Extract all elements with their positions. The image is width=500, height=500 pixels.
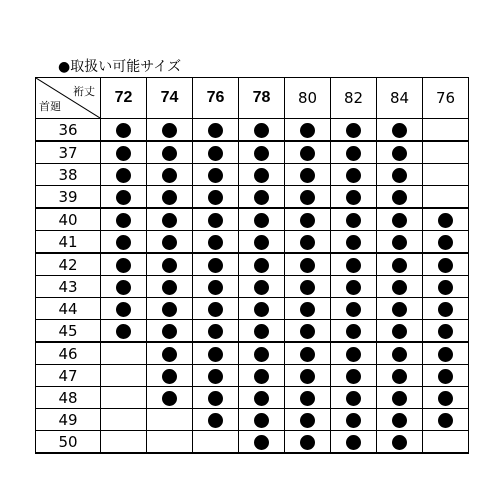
table-cell — [423, 208, 469, 231]
available-dot-icon — [254, 302, 269, 317]
available-dot-icon — [300, 123, 315, 138]
row-header: 36 — [36, 119, 101, 142]
available-dot-icon — [208, 391, 223, 406]
available-dot-icon — [208, 146, 223, 161]
table-cell — [331, 164, 377, 186]
available-dot-icon — [162, 258, 177, 273]
available-dot-icon — [254, 258, 269, 273]
table-cell — [193, 409, 239, 431]
table-cell — [147, 208, 193, 231]
table-cell — [377, 409, 423, 431]
available-dot-icon — [346, 369, 361, 384]
table-cell — [101, 320, 147, 343]
column-header: 80 — [285, 78, 331, 119]
column-header: 78 — [239, 78, 285, 119]
available-dot-icon — [392, 213, 407, 228]
table-cell — [101, 298, 147, 320]
available-dot-icon — [300, 391, 315, 406]
available-dot-icon — [346, 190, 361, 205]
available-dot-icon — [300, 258, 315, 273]
available-dot-icon — [254, 168, 269, 183]
table-row — [36, 231, 469, 254]
sleeve-length-label: 裄丈 — [73, 85, 95, 98]
row-header: 49 — [36, 409, 101, 431]
row-header: 40 — [36, 208, 101, 231]
table-cell — [239, 365, 285, 387]
table-cell — [331, 298, 377, 320]
row-header: 44 — [36, 298, 101, 320]
table-cell — [239, 253, 285, 276]
table-cell — [239, 409, 285, 431]
row-header: 47 — [36, 365, 101, 387]
available-dot-icon — [116, 280, 131, 295]
available-dot-icon — [116, 123, 131, 138]
table-cell — [193, 186, 239, 209]
available-dot-icon — [438, 391, 453, 406]
table-cell — [331, 253, 377, 276]
table-cell — [423, 164, 469, 186]
table-cell — [193, 298, 239, 320]
table-cell — [239, 342, 285, 365]
table-cell — [423, 387, 469, 409]
available-dot-icon — [392, 369, 407, 384]
table-cell — [193, 119, 239, 142]
available-dot-icon — [116, 258, 131, 273]
table-cell — [239, 119, 285, 142]
table-cell — [377, 186, 423, 209]
available-dot-icon — [162, 235, 177, 250]
table-cell — [101, 276, 147, 298]
row-header: 46 — [36, 342, 101, 365]
column-header: 74 — [147, 78, 193, 119]
table-cell — [285, 342, 331, 365]
table-cell — [377, 231, 423, 254]
available-dot-icon — [438, 235, 453, 250]
table-row — [36, 276, 469, 298]
available-dot-icon — [300, 280, 315, 295]
available-dot-icon — [346, 168, 361, 183]
available-dot-icon — [254, 413, 269, 428]
table-cell — [239, 208, 285, 231]
available-dot-icon — [162, 168, 177, 183]
table-cell — [147, 298, 193, 320]
available-dot-icon — [438, 213, 453, 228]
available-dot-icon — [208, 347, 223, 362]
table-cell — [377, 141, 423, 164]
available-dot-icon — [116, 146, 131, 161]
table-cell — [377, 320, 423, 343]
table-cell — [285, 387, 331, 409]
table-cell — [193, 208, 239, 231]
table-cell — [147, 141, 193, 164]
table-cell — [331, 276, 377, 298]
table-cell — [285, 141, 331, 164]
available-dot-icon — [392, 302, 407, 317]
available-dot-icon — [208, 302, 223, 317]
table-cell — [101, 141, 147, 164]
table-cell — [423, 342, 469, 365]
table-cell — [423, 431, 469, 454]
row-header: 39 — [36, 186, 101, 209]
table-cell — [377, 253, 423, 276]
available-dot-icon — [208, 413, 223, 428]
row-header: 38 — [36, 164, 101, 186]
table-cell — [101, 253, 147, 276]
column-header: 76 — [423, 78, 469, 119]
row-header: 48 — [36, 387, 101, 409]
table-cell — [377, 365, 423, 387]
available-dot-icon — [346, 302, 361, 317]
available-dot-icon — [162, 391, 177, 406]
table-cell — [101, 119, 147, 142]
available-dot-icon — [208, 369, 223, 384]
table-cell — [101, 431, 147, 454]
available-dot-icon — [346, 391, 361, 406]
available-dot-icon — [300, 190, 315, 205]
table-cell — [331, 208, 377, 231]
table-cell — [193, 431, 239, 454]
available-dot-icon — [254, 123, 269, 138]
available-dot-icon — [208, 280, 223, 295]
table-cell — [377, 119, 423, 142]
table-cell — [101, 409, 147, 431]
table-cell — [285, 298, 331, 320]
available-dot-icon — [392, 347, 407, 362]
table-cell — [193, 365, 239, 387]
column-header: 72 — [101, 78, 147, 119]
table-cell — [423, 365, 469, 387]
available-dot-icon — [300, 213, 315, 228]
available-dot-icon — [392, 391, 407, 406]
available-dot-icon — [162, 280, 177, 295]
available-dot-icon — [208, 213, 223, 228]
table-cell — [101, 231, 147, 254]
table-cell — [331, 186, 377, 209]
column-header: 82 — [331, 78, 377, 119]
table-cell — [193, 141, 239, 164]
table-cell — [377, 431, 423, 454]
table-cell — [147, 186, 193, 209]
available-dot-icon — [438, 324, 453, 339]
table-cell — [377, 208, 423, 231]
table-cell — [239, 141, 285, 164]
table-cell — [423, 320, 469, 343]
table-cell — [239, 276, 285, 298]
available-dot-icon — [346, 123, 361, 138]
table-cell — [285, 365, 331, 387]
available-dot-icon — [300, 146, 315, 161]
available-dot-icon — [346, 413, 361, 428]
table-cell — [377, 342, 423, 365]
table-cell — [193, 342, 239, 365]
available-dot-icon — [438, 280, 453, 295]
table-cell — [423, 276, 469, 298]
available-dot-icon — [162, 324, 177, 339]
table-row — [36, 431, 469, 454]
table-row — [36, 208, 469, 231]
available-dot-icon — [392, 413, 407, 428]
available-dot-icon — [116, 235, 131, 250]
table-cell — [423, 231, 469, 254]
table-cell — [147, 231, 193, 254]
row-header: 42 — [36, 253, 101, 276]
table-cell — [193, 387, 239, 409]
table-cell — [147, 387, 193, 409]
available-dot-icon — [162, 123, 177, 138]
available-dot-icon — [438, 413, 453, 428]
column-header: 76 — [193, 78, 239, 119]
table-cell — [239, 186, 285, 209]
table-cell — [331, 320, 377, 343]
table-cell — [147, 320, 193, 343]
row-header: 43 — [36, 276, 101, 298]
table-cell — [331, 409, 377, 431]
available-dot-icon — [392, 168, 407, 183]
available-dot-icon — [392, 146, 407, 161]
available-dot-icon — [208, 123, 223, 138]
table-cell — [423, 298, 469, 320]
table-row — [36, 409, 469, 431]
table-body — [36, 119, 469, 454]
table-cell — [147, 365, 193, 387]
table-cell — [377, 387, 423, 409]
table-cell — [193, 276, 239, 298]
table-cell — [239, 231, 285, 254]
table-cell — [101, 387, 147, 409]
size-availability-table — [35, 77, 469, 454]
available-dot-icon — [392, 235, 407, 250]
available-dot-icon — [162, 347, 177, 362]
table-cell — [377, 276, 423, 298]
table-cell — [423, 253, 469, 276]
available-dot-icon — [162, 369, 177, 384]
table-cell — [331, 141, 377, 164]
table-cell — [239, 431, 285, 454]
available-dot-icon — [254, 324, 269, 339]
table-cell — [147, 164, 193, 186]
column-header: 84 — [377, 78, 423, 119]
table-cell — [331, 231, 377, 254]
table-cell — [285, 409, 331, 431]
available-dot-icon — [208, 190, 223, 205]
table-cell — [147, 409, 193, 431]
available-dot-icon — [346, 146, 361, 161]
table-cell — [193, 253, 239, 276]
available-dot-icon — [300, 235, 315, 250]
table-cell — [101, 164, 147, 186]
available-dot-icon — [346, 235, 361, 250]
available-dot-icon — [162, 146, 177, 161]
available-dot-icon — [254, 146, 269, 161]
table-cell — [423, 119, 469, 142]
available-dot-icon — [438, 369, 453, 384]
section-title: ●取扱い可能サイズ — [58, 59, 182, 75]
available-dot-icon — [300, 369, 315, 384]
table-cell — [239, 298, 285, 320]
table-cell — [331, 431, 377, 454]
row-header: 50 — [36, 431, 101, 454]
row-header: 37 — [36, 141, 101, 164]
available-dot-icon — [346, 213, 361, 228]
available-dot-icon — [392, 123, 407, 138]
available-dot-icon — [392, 258, 407, 273]
table-row — [36, 119, 469, 142]
available-dot-icon — [300, 302, 315, 317]
available-dot-icon — [438, 302, 453, 317]
table-cell — [147, 276, 193, 298]
table-cell — [101, 186, 147, 209]
table-cell — [331, 119, 377, 142]
available-dot-icon — [438, 258, 453, 273]
table-cell — [285, 119, 331, 142]
available-dot-icon — [392, 324, 407, 339]
table-cell — [377, 164, 423, 186]
available-dot-icon — [346, 280, 361, 295]
table-cell — [239, 320, 285, 343]
available-dot-icon — [208, 258, 223, 273]
available-dot-icon — [254, 435, 269, 450]
table-cell — [285, 276, 331, 298]
available-dot-icon — [254, 347, 269, 362]
available-dot-icon — [346, 435, 361, 450]
available-dot-icon — [346, 324, 361, 339]
table-cell — [193, 320, 239, 343]
available-dot-icon — [116, 190, 131, 205]
table-cell — [147, 119, 193, 142]
table-cell — [285, 431, 331, 454]
table-cell — [239, 387, 285, 409]
table-cell — [331, 342, 377, 365]
available-dot-icon — [438, 347, 453, 362]
table-cell — [147, 253, 193, 276]
table-row — [36, 365, 469, 387]
row-header: 45 — [36, 320, 101, 343]
table-row — [36, 186, 469, 209]
table-cell — [101, 342, 147, 365]
available-dot-icon — [116, 213, 131, 228]
available-dot-icon — [300, 324, 315, 339]
table-cell — [331, 387, 377, 409]
table-cell — [423, 409, 469, 431]
table-cell — [193, 231, 239, 254]
table-cell — [423, 186, 469, 209]
available-dot-icon — [254, 213, 269, 228]
available-dot-icon — [162, 302, 177, 317]
table-cell — [239, 164, 285, 186]
available-dot-icon — [392, 280, 407, 295]
table-row — [36, 164, 469, 186]
available-dot-icon — [300, 168, 315, 183]
available-dot-icon — [208, 235, 223, 250]
table-row — [36, 320, 469, 343]
table-cell — [285, 231, 331, 254]
available-dot-icon — [254, 235, 269, 250]
available-dot-icon — [116, 302, 131, 317]
available-dot-icon — [346, 347, 361, 362]
available-dot-icon — [254, 190, 269, 205]
table-cell — [147, 342, 193, 365]
table-cell — [147, 431, 193, 454]
table-cell — [193, 164, 239, 186]
table-cell — [285, 208, 331, 231]
available-dot-icon — [116, 324, 131, 339]
table-row — [36, 342, 469, 365]
available-dot-icon — [162, 190, 177, 205]
available-dot-icon — [254, 369, 269, 384]
available-dot-icon — [208, 324, 223, 339]
available-dot-icon — [162, 213, 177, 228]
neck-size-label: 首廻 — [39, 100, 61, 113]
available-dot-icon — [254, 280, 269, 295]
table-cell — [377, 298, 423, 320]
row-header: 41 — [36, 231, 101, 254]
table-cell — [423, 141, 469, 164]
corner-header-cell — [36, 78, 101, 119]
table-cell — [285, 186, 331, 209]
available-dot-icon — [300, 435, 315, 450]
available-dot-icon — [392, 435, 407, 450]
table-row — [36, 298, 469, 320]
table-header-row — [36, 78, 469, 119]
available-dot-icon — [300, 347, 315, 362]
table-cell — [101, 208, 147, 231]
table-cell — [285, 320, 331, 343]
table-row — [36, 141, 469, 164]
available-dot-icon — [208, 168, 223, 183]
table-cell — [331, 365, 377, 387]
available-dot-icon — [116, 168, 131, 183]
available-dot-icon — [392, 190, 407, 205]
available-dot-icon — [254, 391, 269, 406]
available-dot-icon — [300, 413, 315, 428]
table-cell — [101, 365, 147, 387]
table-cell — [285, 253, 331, 276]
table-row — [36, 253, 469, 276]
table-cell — [285, 164, 331, 186]
available-dot-icon — [346, 258, 361, 273]
table-row — [36, 387, 469, 409]
